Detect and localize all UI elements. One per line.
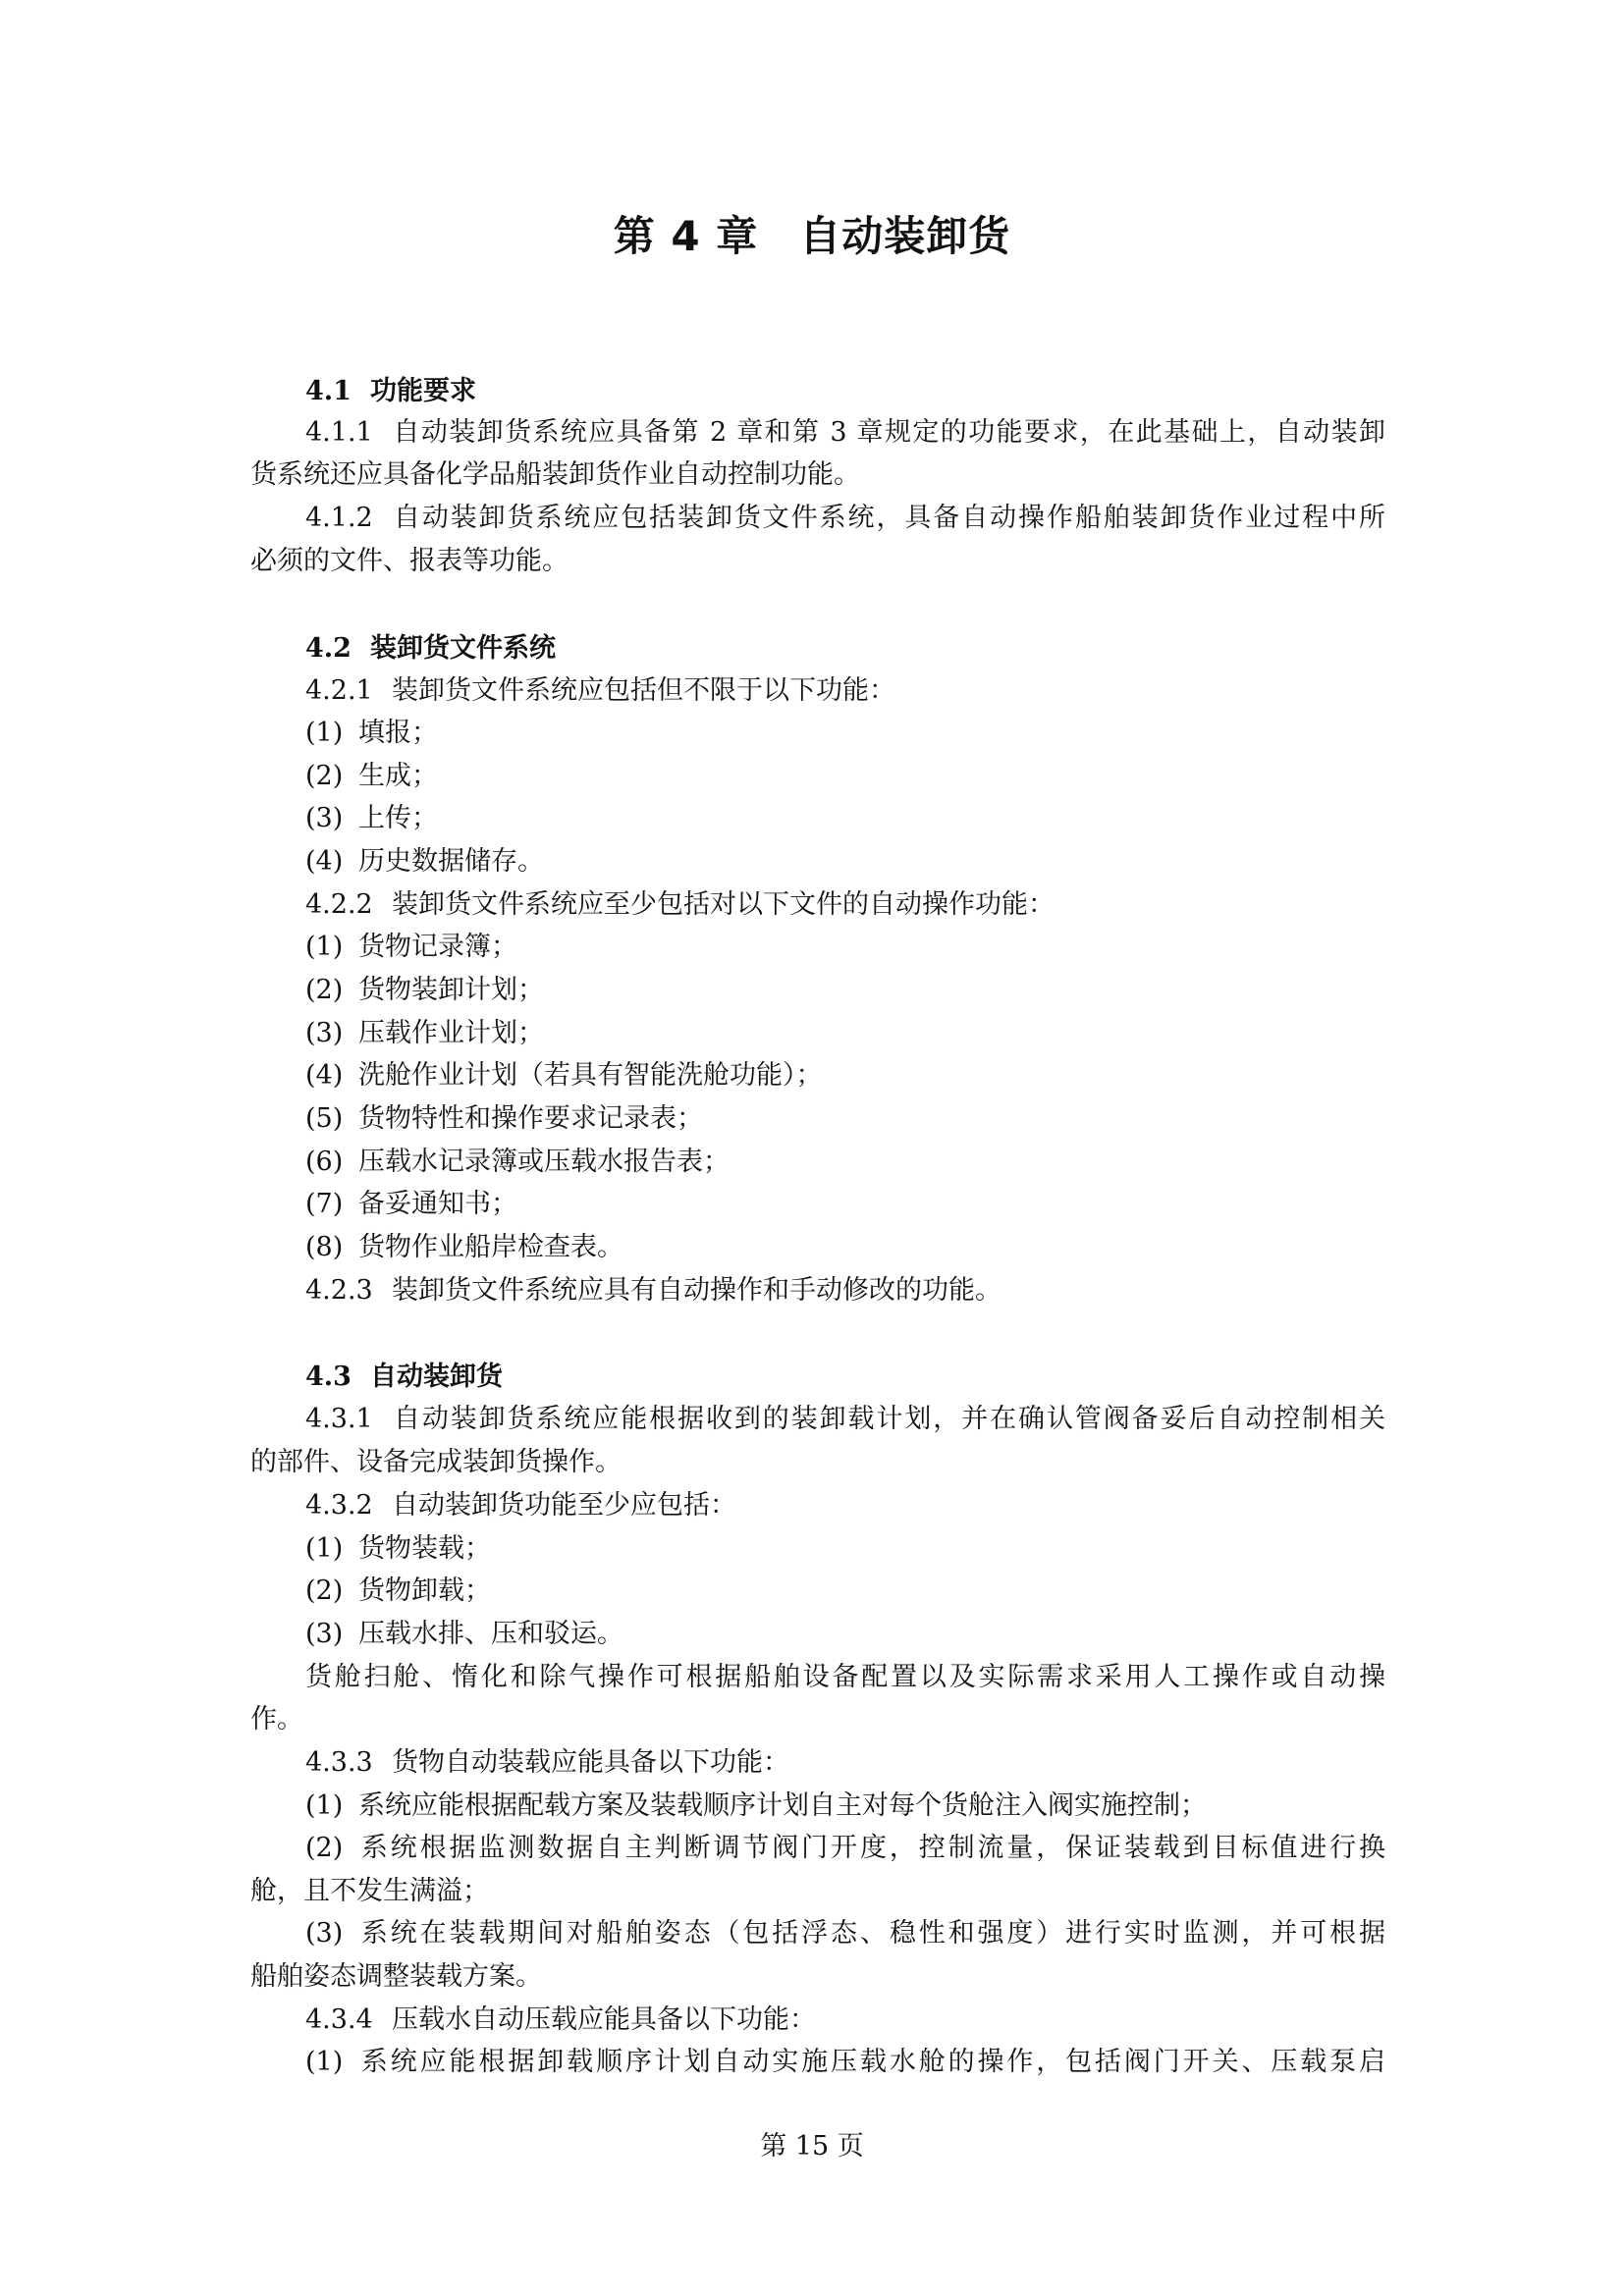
list-item: (1) 系统应能根据卸载顺序计划自动实施压载水舱的操作，包括阀门开关、压载泵启 [305,2047,1385,2077]
chapter-label: 第 4 章 [613,212,759,260]
list-item: (1) 系统应能根据配载方案及装载顺序计划自主对每个货舱注入阀实施控制； [305,1790,1207,1821]
clause-4-2-1: 4.2.1 装卸货文件系统应包括但不限于以下功能： [305,675,895,706]
list-item: (1) 填报； [305,718,438,748]
clause-4-2-3: 4.2.3 装卸货文件系统应具有自动操作和手动修改的功能。 [305,1275,1001,1306]
list-item: (6) 压载水记录簿或压载水报告表； [305,1147,730,1177]
list-item-cont: 船舶姿态调整装载方案。 [250,1961,542,1992]
chapter-name: 自动装卸货 [799,212,1011,260]
clause-4-1-2: 4.1.2 自动装卸货系统应包括装卸货文件系统，具备自动操作船舶装卸货作业过程中所 [305,503,1385,533]
list-item: (3) 上传； [305,803,438,833]
list-item: (2) 货物装卸计划； [305,975,544,1005]
list-item: (2) 系统根据监测数据自主判断调节阀门开度，控制流量，保证装载到目标值进行换 [305,1833,1385,1863]
list-item: (3) 系统在装载期间对船舶姿态（包括浮态、稳性和强度）进行实时监测，并可根据 [305,1918,1385,1949]
list-item: (8) 货物作业船岸检查表。 [305,1232,623,1262]
clause-4-3-3: 4.3.3 货物自动装载应能具备以下功能： [305,1747,789,1778]
list-item: (2) 生成； [305,761,438,791]
list-item: (3) 压载水排、压和驳运。 [305,1619,623,1649]
list-item: (2) 货物卸载； [305,1575,491,1606]
clause-4-2-2: 4.2.2 装卸货文件系统应至少包括对以下文件的自动操作功能： [305,889,1055,920]
list-item: (7) 备妥通知书； [305,1189,517,1219]
clause-4-3-1-cont: 的部件、设备完成装卸货操作。 [250,1447,622,1477]
clause-4-3-1: 4.3.1 自动装卸货系统应能根据收到的装卸载计划，并在确认管阀备妥后自动控制相关 [305,1404,1385,1434]
chapter-title [0,204,1624,263]
note-paragraph: 货舱扫舱、惰化和除气操作可根据船舶设备配置以及实际需求采用人工操作或自动操 [305,1662,1385,1692]
clause-4-1-1-cont: 货系统还应具备化学品船装卸货作业自动控制功能。 [250,459,860,490]
page-number: 第 15 页 [760,2131,864,2162]
list-item: (1) 货物记录簿； [305,932,517,962]
clause-4-1-2-cont: 必须的文件、报表等功能。 [250,546,568,576]
note-paragraph-cont: 作。 [250,1704,303,1735]
clause-4-3-4: 4.3.4 压载水自动压载应能具备以下功能： [305,2004,816,2035]
list-item-cont: 舱，且不发生满溢； [250,1876,489,1906]
list-item: (4) 历史数据储存。 [305,846,544,877]
section-4-3-heading: 4.3 自动装卸货 [305,1362,503,1392]
section-4-1-heading: 4.1 功能要求 [305,376,476,406]
list-item: (3) 压载作业计划； [305,1018,544,1048]
list-item: (1) 货物装载； [305,1533,491,1564]
clause-4-3-2: 4.3.2 自动装卸货功能至少应包括： [305,1490,736,1521]
section-4-2-heading: 4.2 装卸货文件系统 [305,633,556,664]
list-item: (5) 货物特性和操作要求记录表； [305,1103,703,1134]
clause-4-1-1: 4.1.1 自动装卸货系统应具备第 2 章和第 3 章规定的功能要求，在此基础上，自动装卸 [305,417,1385,448]
list-item: (4) 洗舱作业计划（若具有智能洗舱功能）； [305,1060,823,1091]
